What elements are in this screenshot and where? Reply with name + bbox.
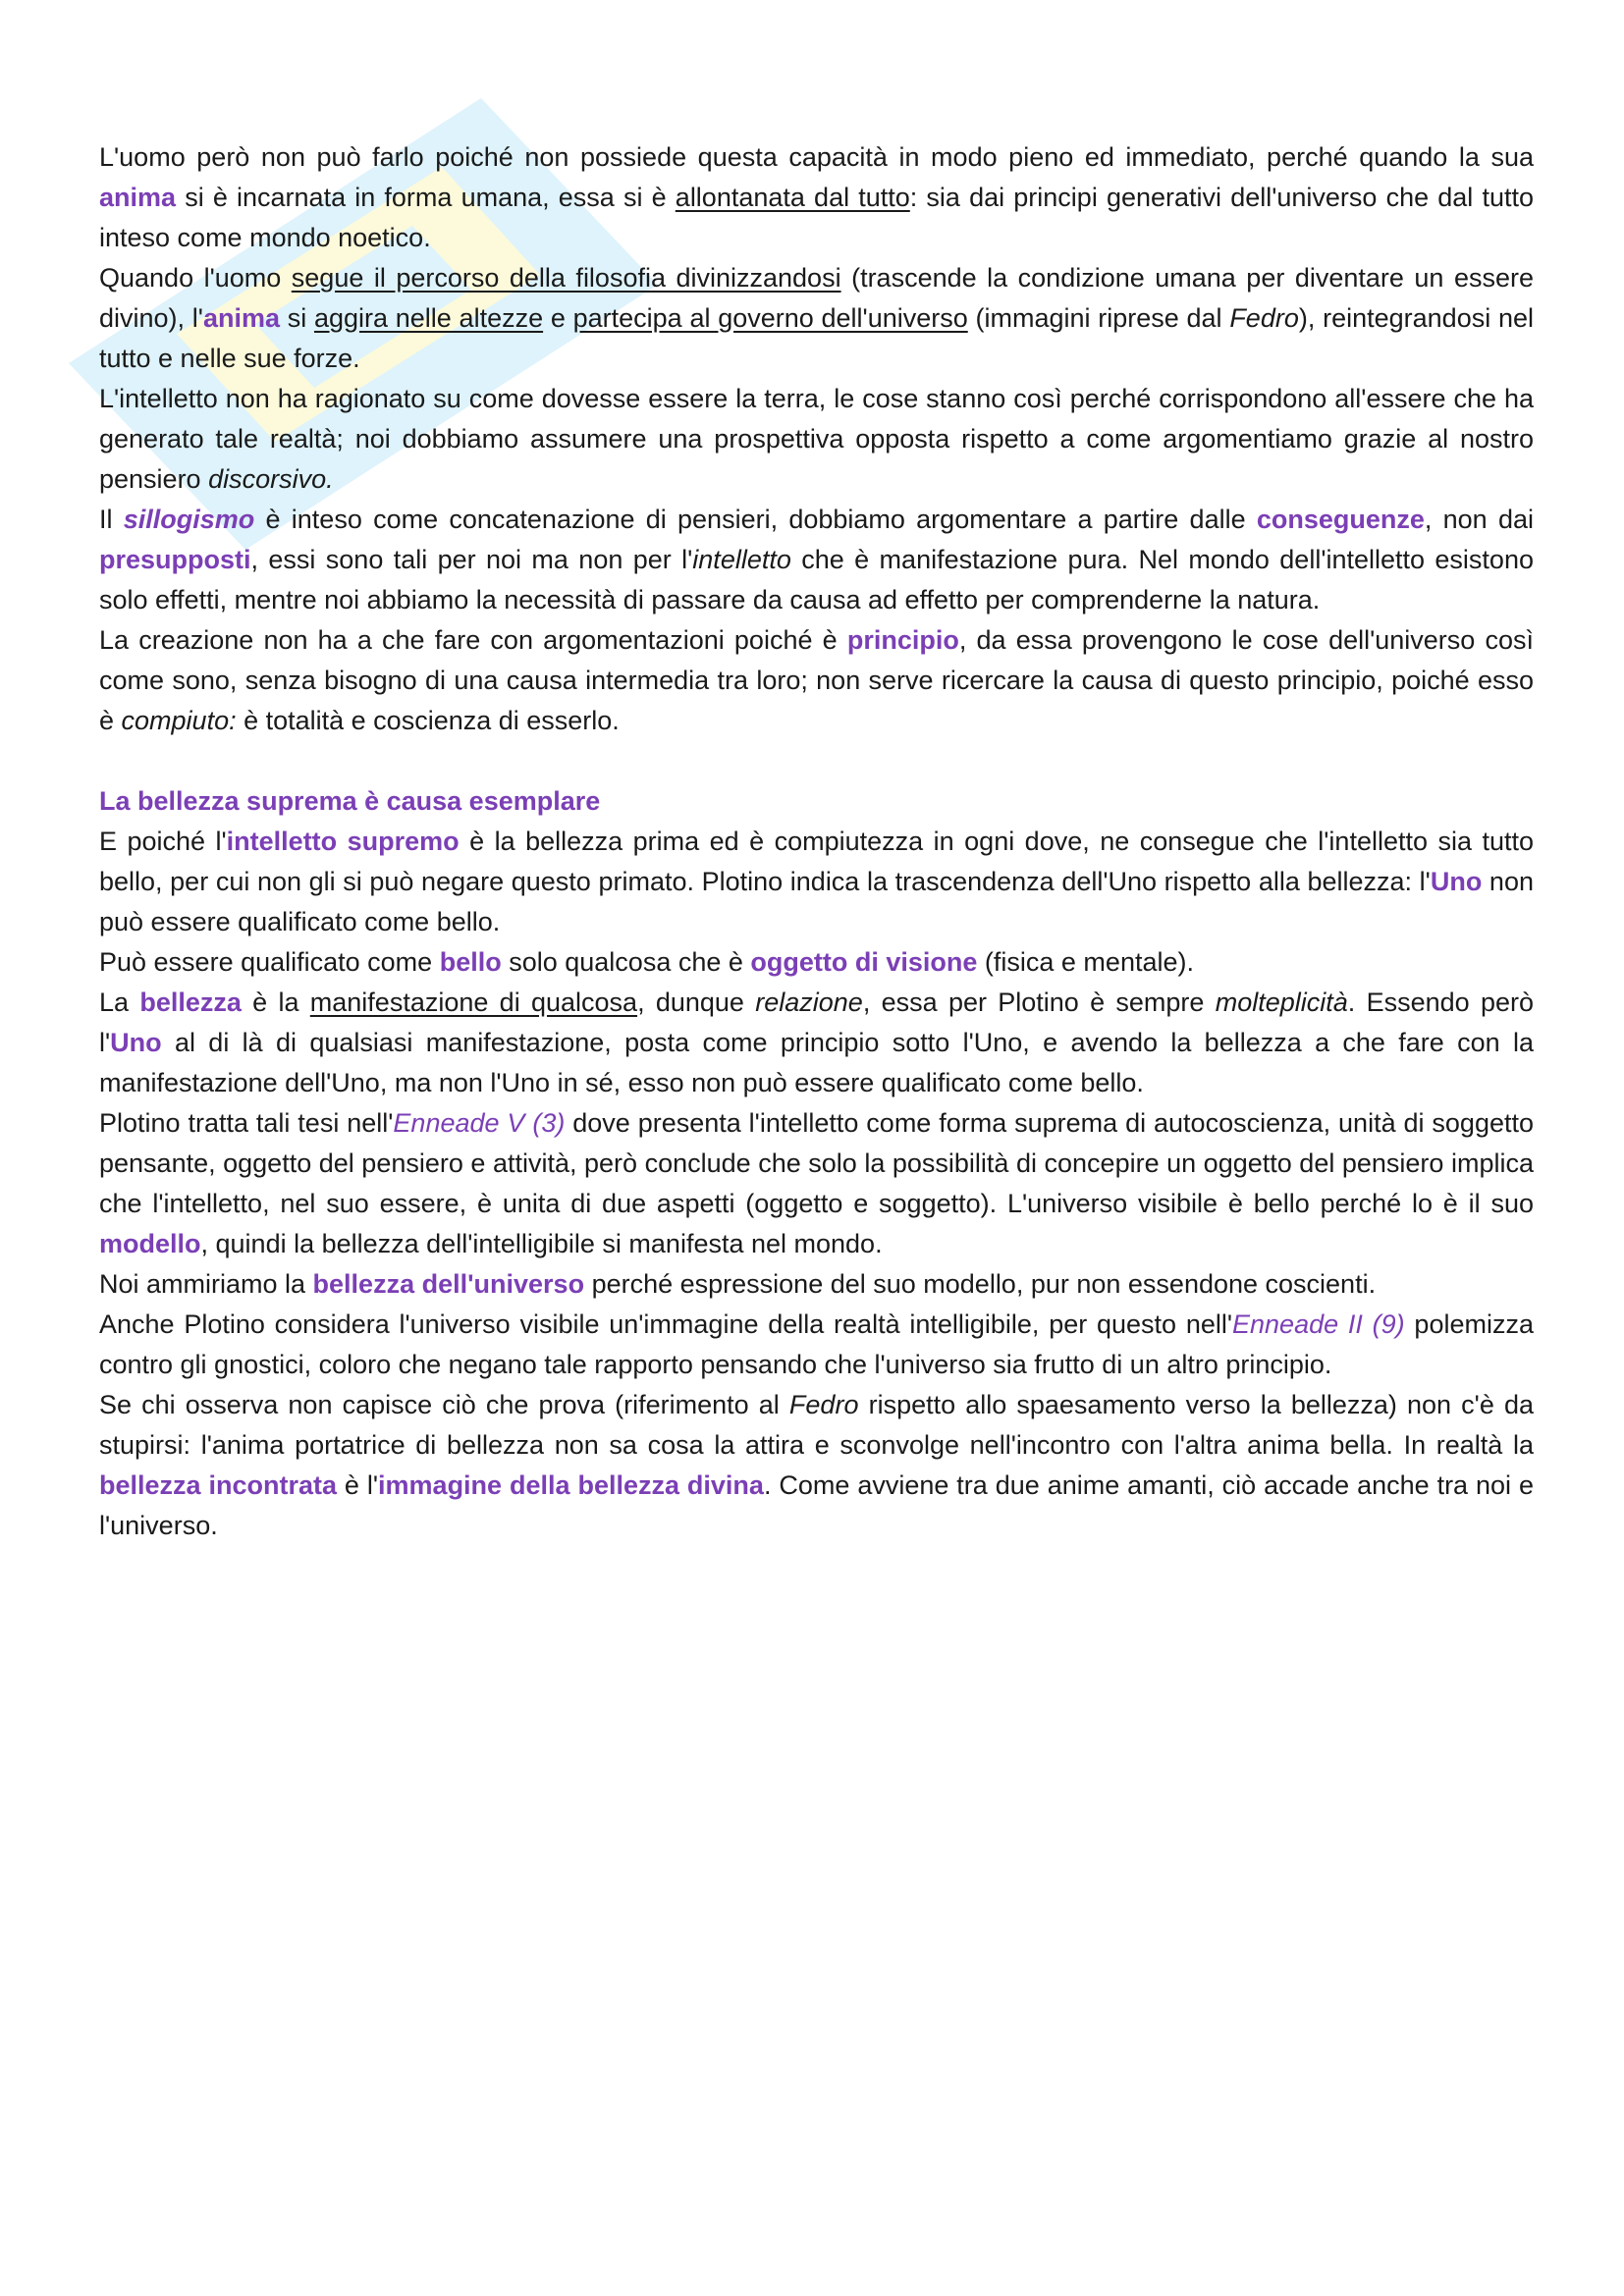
paragraph-text: E poiché l' bbox=[99, 827, 227, 856]
paragraph-text: . Essendo però l' bbox=[99, 988, 1534, 1057]
paragraph-text: Plotino tratta tali tesi nell' bbox=[99, 1108, 394, 1138]
emphasis-text: molteplicità bbox=[1215, 988, 1348, 1017]
paragraph-text: : sia dai principi generativi dell'universo che dal tutto inteso come mondo noetico. bbox=[99, 183, 1534, 252]
section-title: La bellezza suprema è causa esemplare bbox=[99, 786, 601, 816]
emphasis-text: oggetto di visione bbox=[750, 947, 978, 977]
emphasis-text: modello bbox=[99, 1229, 201, 1258]
paragraph bbox=[99, 822, 1534, 942]
paragraph-text: La creazione non ha a che fare con argomentazioni poiché è bbox=[99, 625, 847, 655]
emphasis-text: bellezza incontrata bbox=[99, 1470, 337, 1500]
emphasis-text: bellezza bbox=[139, 988, 242, 1017]
paragraph-text: L'intelletto non ha ragionato su come dovesse essere la terra, le cose stanno così perché corrispondono all'essere che ha generato tale realtà; noi dobbiamo assumere una prospettiva opposta rispetto a come argomentiamo grazie al nostro pensiero bbox=[99, 384, 1534, 494]
paragraph-text: Anche Plotino considera l'universo visibile un'immagine della realtà intelligibile, per questo nell' bbox=[99, 1309, 1233, 1339]
paragraph-text: , essa per Plotino è sempre bbox=[862, 988, 1216, 1017]
emphasis-text: aggira nelle altezze bbox=[313, 303, 544, 333]
paragraph-text: che è manifestazione pura. Nel mondo dell'intelletto esistono solo effetti, mentre noi abbiamo la necessità di passare da causa ad effetto per comprenderne la natura. bbox=[99, 545, 1534, 614]
paragraph bbox=[99, 137, 1534, 258]
emphasis-text: intelletto bbox=[692, 545, 791, 574]
emphasis-text: allontanata dal tutto bbox=[675, 183, 910, 212]
paragraph bbox=[99, 379, 1534, 500]
paragraph-text: rispetto allo spaesamento verso la bellezza) non c'è da stupirsi: l'anima portatrice di bellezza non sa cosa la attira e sconvolge nell'incontro con l'altra anima bella. In realtà la bbox=[99, 1390, 1534, 1460]
paragraph-text: si è incarnata in forma umana, essa si è bbox=[176, 183, 676, 212]
emphasis-text: Enneade V (3) bbox=[393, 1108, 566, 1138]
emphasis-text: segue il percorso della filosofia divinizzandosi bbox=[291, 263, 841, 293]
emphasis-text: compiuto: bbox=[121, 706, 237, 735]
emphasis-text: anima bbox=[202, 303, 280, 333]
paragraph-text: ), reintegrandosi nel tutto e nelle sue forze. bbox=[99, 303, 1534, 373]
paragraphs-top bbox=[99, 137, 1534, 741]
emphasis-text: intelletto supremo bbox=[226, 827, 460, 856]
paragraph bbox=[99, 1103, 1534, 1264]
emphasis-text: immagine della bellezza divina bbox=[378, 1470, 764, 1500]
emphasis-text: discorsivo. bbox=[208, 464, 334, 494]
paragraph-text: (trascende la condizione umana per diventare un essere divino), l' bbox=[99, 263, 1534, 333]
paragraph-gap bbox=[99, 741, 1534, 781]
paragraph-text: è la bellezza prima ed è compiutezza in ogni dove, ne consegue che l'intelletto sia tutto bello, per cui non gli si può negare questo primato. Plotino indica la trascendenza dell'Uno rispetto alla bellezza: l' bbox=[99, 827, 1534, 896]
paragraph bbox=[99, 620, 1534, 741]
paragraph-text: Se chi osserva non capisce ciò che prova (riferimento al bbox=[99, 1390, 789, 1419]
emphasis-text: Enneade II (9) bbox=[1232, 1309, 1405, 1339]
paragraph-text: dove presenta l'intelletto come forma suprema di autocoscienza, unità di soggetto pensante, oggetto del pensiero e attività, però conclude che solo la possibilità di concepire un oggetto del pensiero implica che l'intelletto, nel suo essere, è unita di due aspetti (oggetto e soggetto). L'universo visibile è bello perché lo è il suo bbox=[99, 1108, 1534, 1218]
document-page bbox=[99, 137, 1534, 1546]
paragraph-text: si bbox=[279, 303, 314, 333]
paragraph-text: non può essere qualificato come bello. bbox=[99, 867, 1534, 936]
paragraph-text: , dunque bbox=[637, 988, 756, 1017]
paragraph-text: , quindi la bellezza dell'intelligibile si manifesta nel mondo. bbox=[200, 1229, 883, 1258]
paragraph-text: è inteso come concatenazione di pensieri, dobbiamo argomentare a partire dalle bbox=[254, 505, 1257, 534]
emphasis-text: manifestazione di qualcosa bbox=[309, 988, 638, 1017]
paragraph-text: (immagini riprese dal bbox=[967, 303, 1230, 333]
paragraph-text: , non dai bbox=[1424, 505, 1534, 534]
paragraph-text: Il bbox=[99, 505, 124, 534]
paragraph-text: solo qualcosa che è bbox=[501, 947, 751, 977]
paragraph bbox=[99, 258, 1534, 379]
paragraph-text: , da essa provengono le cose dell'universo così come sono, senza bisogno di una causa intermedia tra loro; non serve ricercare la causa di questo principio, poiché esso è bbox=[99, 625, 1534, 735]
paragraph-text: polemizza contro gli gnostici, coloro che negano tale rapporto pensando che l'universo sia frutto di un altro principio. bbox=[99, 1309, 1534, 1379]
paragraph-text: e bbox=[543, 303, 573, 333]
paragraph-text: perché espressione del suo modello, pur non essendone coscienti. bbox=[584, 1269, 1377, 1299]
emphasis-text: partecipa al governo dell'universo bbox=[572, 303, 968, 333]
emphasis-text: principio bbox=[846, 625, 959, 655]
paragraph bbox=[99, 942, 1534, 983]
paragraph-text: è l' bbox=[337, 1470, 379, 1500]
paragraph-text: L'uomo però non può farlo poiché non possiede questa capacità in modo pieno ed immediato, perché quando la sua bbox=[99, 142, 1534, 172]
paragraph bbox=[99, 500, 1534, 620]
emphasis-text: relazione bbox=[755, 988, 863, 1017]
emphasis-text: Uno bbox=[110, 1028, 162, 1057]
emphasis-text: bellezza dell'universo bbox=[312, 1269, 585, 1299]
emphasis-text: anima bbox=[99, 183, 177, 212]
paragraph-text: (fisica e mentale). bbox=[977, 947, 1194, 977]
paragraph bbox=[99, 983, 1534, 1103]
paragraph-text: è totalità e coscienza di esserlo. bbox=[236, 706, 620, 735]
emphasis-text: sillogismo bbox=[123, 505, 255, 534]
paragraph bbox=[99, 1305, 1534, 1385]
paragraph-text: Quando l'uomo bbox=[99, 263, 292, 293]
emphasis-text: presupposti bbox=[99, 545, 251, 574]
paragraph-text: al di là di qualsiasi manifestazione, posta come principio sotto l'Uno, e avendo la bellezza a che fare con la manifestazione dell'Uno, ma non l'Uno in sé, esso non può essere qualificato come bello. bbox=[99, 1028, 1534, 1097]
paragraph-text: , essi sono tali per noi ma non per l' bbox=[250, 545, 693, 574]
emphasis-text: conseguenze bbox=[1256, 505, 1425, 534]
emphasis-text: bello bbox=[439, 947, 502, 977]
paragraphs-bottom bbox=[99, 822, 1534, 1546]
emphasis-text: Fedro bbox=[1229, 303, 1299, 333]
paragraph-text: Può essere qualificato come bbox=[99, 947, 440, 977]
paragraph bbox=[99, 1264, 1534, 1305]
paragraph-text: è la bbox=[241, 988, 310, 1017]
paragraph bbox=[99, 1385, 1534, 1546]
paragraph-text: Noi ammiriamo la bbox=[99, 1269, 313, 1299]
paragraph-text: . Come avviene tra due anime amanti, ciò accade anche tra noi e l'universo. bbox=[99, 1470, 1534, 1540]
emphasis-text: Fedro bbox=[788, 1390, 859, 1419]
emphasis-text: Uno bbox=[1430, 867, 1483, 896]
paragraph-text: La bbox=[99, 988, 140, 1017]
